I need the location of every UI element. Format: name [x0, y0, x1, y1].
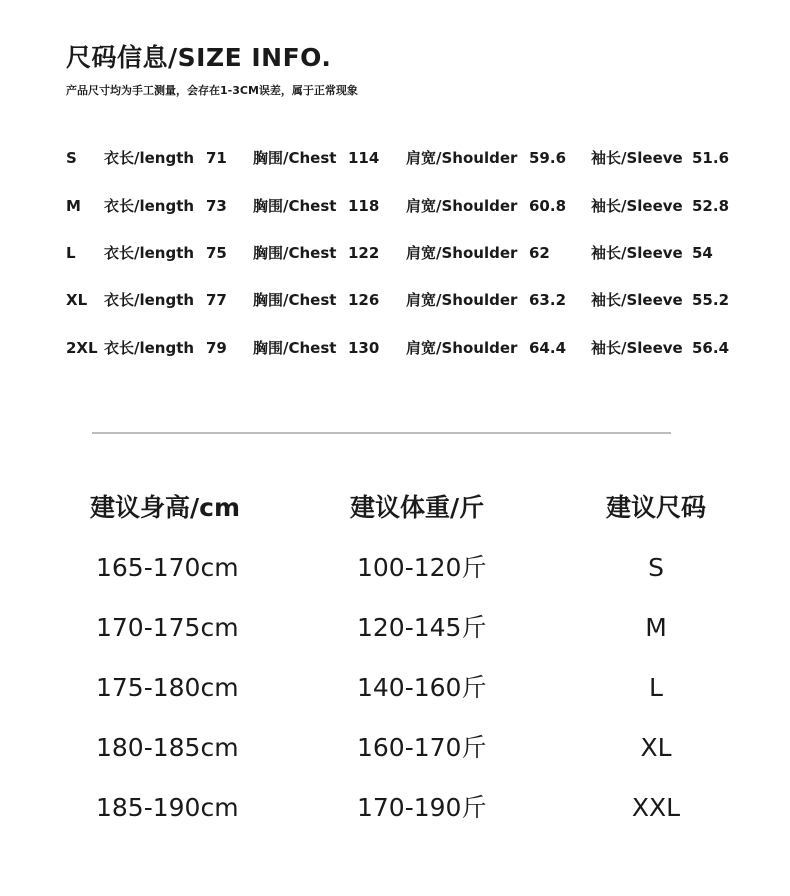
length-value: 79 [206, 339, 227, 357]
shoulder-value: 60.8 [529, 197, 567, 215]
length-label: 衣长/length [104, 291, 195, 309]
weight-cell: 160-170斤 [357, 733, 487, 762]
size-cell: L [649, 673, 663, 702]
shoulder-value: 62 [529, 244, 550, 262]
sleeve-label: 袖长/Sleeve [591, 244, 683, 262]
shoulder-value: 63.2 [529, 291, 567, 309]
chest-value: 114 [348, 149, 380, 167]
chest-label: 胸围/Chest [253, 291, 337, 309]
chest-label: 胸围/Chest [253, 149, 337, 167]
size-cell: XL [640, 733, 672, 762]
sleeve-value: 54 [692, 244, 713, 262]
size-row-l [0, 241, 790, 265]
chest-value: 130 [348, 339, 380, 357]
size-cell: S [648, 553, 664, 582]
length-label: 衣长/length [104, 339, 195, 357]
page-title: 尺码信息/SIZE INFO. [66, 43, 332, 72]
height-cell: 165-170cm [96, 553, 239, 582]
length-label: 衣长/length [104, 244, 195, 262]
length-label: 衣长/length [104, 149, 195, 167]
size-row-s [0, 146, 790, 170]
length-value: 75 [206, 244, 227, 262]
size-label: M [66, 197, 81, 215]
sleeve-value: 56.4 [692, 339, 730, 357]
chest-value: 118 [348, 197, 380, 215]
sleeve-value: 52.8 [692, 197, 730, 215]
weight-column-header: 建议体重/斤 [350, 493, 485, 522]
shoulder-label: 肩宽/Shoulder [406, 244, 518, 262]
height-cell: 185-190cm [96, 793, 239, 822]
size-row-2xl [0, 336, 790, 360]
shoulder-label: 肩宽/Shoulder [406, 339, 518, 357]
sleeve-label: 袖长/Sleeve [591, 149, 683, 167]
shoulder-label: 肩宽/Shoulder [406, 149, 518, 167]
chest-label: 胸围/Chest [253, 244, 337, 262]
chest-value: 122 [348, 244, 380, 262]
weight-cell: 100-120斤 [357, 553, 487, 582]
sleeve-value: 55.2 [692, 291, 730, 309]
chest-label: 胸围/Chest [253, 339, 337, 357]
size-column-header: 建议尺码 [605, 493, 706, 522]
shoulder-label: 肩宽/Shoulder [406, 291, 518, 309]
size-row-xl [0, 288, 790, 312]
size-cell: M [645, 613, 667, 642]
sleeve-label: 袖长/Sleeve [591, 291, 683, 309]
size-label: L [66, 244, 76, 262]
length-value: 73 [206, 197, 227, 215]
shoulder-value: 59.6 [529, 149, 567, 167]
sleeve-label: 袖长/Sleeve [591, 339, 683, 357]
section-divider [92, 432, 671, 434]
shoulder-value: 64.4 [529, 339, 567, 357]
length-value: 71 [206, 149, 227, 167]
height-column-header: 建议身高/cm [90, 493, 241, 522]
chest-label: 胸围/Chest [253, 197, 337, 215]
height-cell: 170-175cm [96, 613, 239, 642]
weight-cell: 120-145斤 [357, 613, 487, 642]
size-row-m [0, 194, 790, 218]
size-label: S [66, 149, 77, 167]
weight-cell: 140-160斤 [357, 673, 487, 702]
size-cell: XXL [631, 793, 681, 822]
sleeve-label: 袖长/Sleeve [591, 197, 683, 215]
length-value: 77 [206, 291, 227, 309]
weight-cell: 170-190斤 [357, 793, 487, 822]
height-cell: 180-185cm [96, 733, 239, 762]
length-label: 衣长/length [104, 197, 195, 215]
shoulder-label: 肩宽/Shoulder [406, 197, 518, 215]
size-label: 2XL [66, 339, 98, 357]
sleeve-value: 51.6 [692, 149, 730, 167]
measurement-note: 产品尺寸均为手工测量，会存在1-3CM误差，属于正常现象 [66, 84, 358, 97]
chest-value: 126 [348, 291, 380, 309]
height-cell: 175-180cm [96, 673, 239, 702]
size-label: XL [66, 291, 88, 309]
